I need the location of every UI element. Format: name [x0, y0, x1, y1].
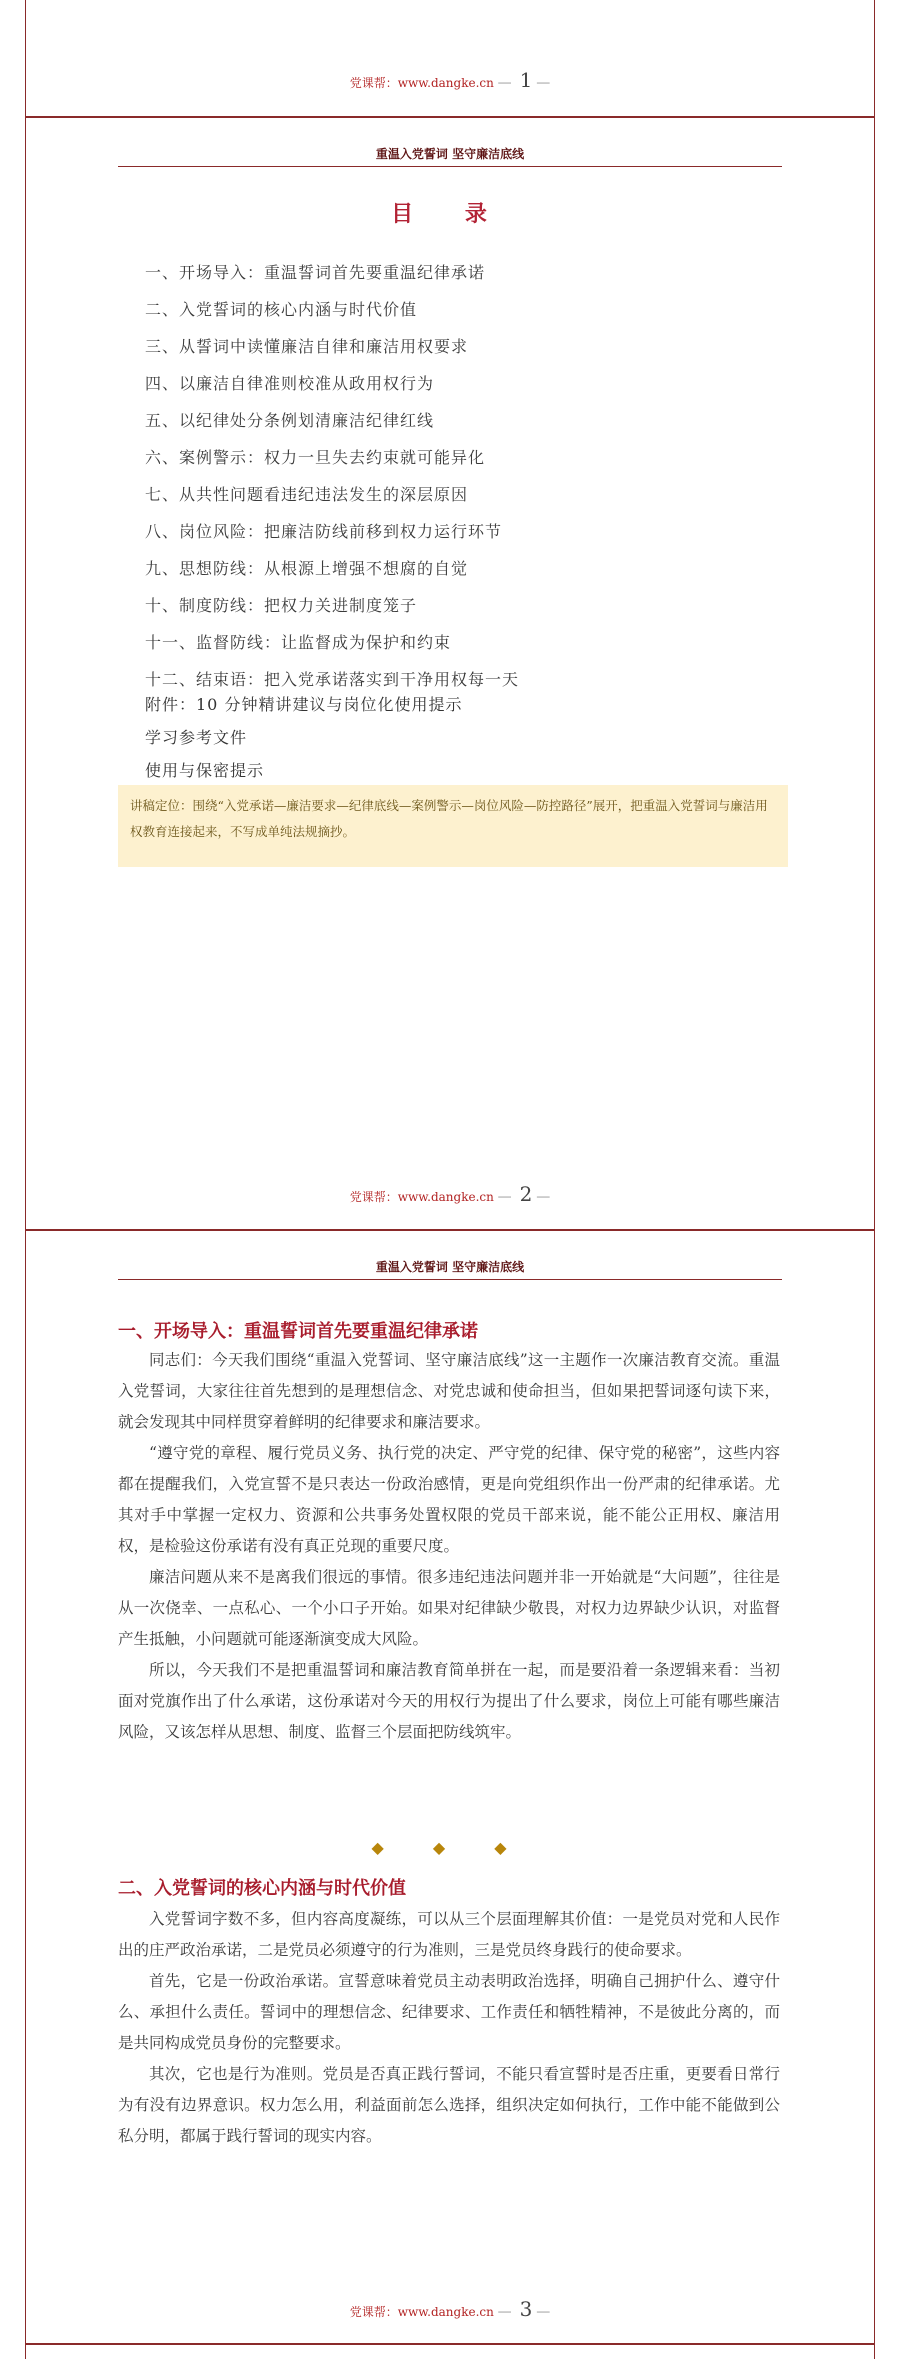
paragraph: 所以，今天我们不是把重温誓词和廉洁教育简单拼在一起，而是要沿着一条逻辑来看：当初面对党旗作出了什么承诺，这份承诺对今天的用权行为提出了什么要求，岗位上可能有哪些廉洁风险，又该怎样从思想、制度、监督三个层面把防线筑牢。 — [118, 1661, 780, 1741]
paragraph: 其次，它也是行为准则。党员是否真正践行誓词，不能只看宣誓时是否庄重，更要看日常行为有没有边界意识。权力怎么用，利益面前怎么选择，组织决定如何执行，工作中能不能做到公私分明，都属于践行誓词的现实内容。 — [118, 2065, 780, 2145]
toc-item[interactable]: 十二、结束语：把入党承诺落实到干净用权每一天 — [145, 670, 520, 689]
footer-site: 党课帮：www.dangke.cn — [349, 1190, 494, 1204]
page-footer-3: 党课帮：www.dangke.cn — 3 — — [349, 2297, 551, 2321]
running-head: 重温入党誓词 坚守廉洁底线 — [118, 145, 782, 167]
toc-item[interactable]: 三、从誓词中读懂廉洁自律和廉洁用权要求 — [145, 337, 469, 356]
toc-item[interactable]: 六、案例警示：权力一旦失去约束就可能异化 — [145, 448, 486, 467]
section-body-1 — [118, 1345, 780, 1748]
toc-item[interactable]: 十、制度防线：把权力关进制度笼子 — [145, 596, 418, 615]
page-divider — [25, 2343, 875, 2345]
page-border-right — [874, 0, 875, 2359]
section-heading-2: 二、入党誓词的核心内涵与时代价值 — [118, 1878, 406, 1899]
positioning-note: 讲稿定位：围绕“入党承诺—廉洁要求—纪律底线—案例警示—岗位风险—防控路径”展开，把重温入党誓词与廉洁用权教育连接起来，不写成单纯法规摘抄。 — [118, 785, 788, 867]
page-number: 2 — [519, 1182, 533, 1206]
toc-item[interactable]: 八、岗位风险：把廉洁防线前移到权力运行环节 — [145, 522, 503, 541]
footer-site: 党课帮：www.dangke.cn — [349, 76, 494, 90]
toc-item[interactable]: 七、从共性问题看违纪违法发生的深层原因 — [145, 485, 469, 504]
page-number: 3 — [519, 2297, 533, 2321]
running-head: 重温入党誓词 坚守廉洁底线 — [118, 1258, 782, 1280]
footer-site: 党课帮：www.dangke.cn — [349, 2305, 494, 2319]
toc-appendix-item[interactable]: 学习参考文件 — [145, 728, 248, 747]
toc-item[interactable]: 九、思想防线：从根源上增强不想腐的自觉 — [145, 559, 469, 578]
paragraph: 同志们：今天我们围绕“重温入党誓词、坚守廉洁底线”这一主题作一次廉洁教育交流。重温入党誓词，大家往往首先想到的是理想信念、对党忠诚和使命担当，但如果把誓词逐句读下来，就会发现其中同样贯穿着鲜明的纪律要求和廉洁要求。 — [118, 1351, 780, 1431]
page-divider — [25, 116, 875, 118]
page-footer-2: 党课帮：www.dangke.cn — 2 — — [349, 1182, 551, 1206]
paragraph: 入党誓词字数不多，但内容高度凝练，可以从三个层面理解其价值：一是党员对党和人民作出的庄严政治承诺，二是党员必须遵守的行为准则，三是党员终身践行的使命要求。 — [118, 1910, 780, 1959]
toc-appendix-list — [145, 688, 462, 787]
toc-appendix-item[interactable]: 使用与保密提示 — [145, 761, 265, 780]
section-divider-diamonds: ◆ ◆ ◆ — [371, 1838, 529, 1857]
toc-title: 目 录 — [391, 201, 509, 227]
page-footer-1: 党课帮：www.dangke.cn — 1 — — [349, 68, 551, 92]
toc-item[interactable]: 五、以纪律处分条例划清廉洁纪律红线 — [145, 411, 435, 430]
toc-item[interactable]: 二、入党誓词的核心内涵与时代价值 — [145, 300, 418, 319]
toc-item[interactable]: 一、开场导入：重温誓词首先要重温纪律承诺 — [145, 263, 486, 282]
toc-item[interactable]: 四、以廉洁自律准则校准从政用权行为 — [145, 374, 435, 393]
section-heading-1: 一、开场导入：重温誓词首先要重温纪律承诺 — [118, 1321, 478, 1342]
paragraph: 首先，它是一份政治承诺。宣誓意味着党员主动表明政治选择，明确自己拥护什么、遵守什么、承担什么责任。誓词中的理想信念、纪律要求、工作责任和牺牲精神，不是彼此分离的，而是共同构成党员身份的完整要求。 — [118, 1972, 780, 2052]
section-body-2 — [118, 1904, 780, 2152]
page-border-left — [25, 0, 26, 2359]
toc-item[interactable]: 十一、监督防线：让监督成为保护和约束 — [145, 633, 452, 652]
page-divider — [25, 1229, 875, 1231]
page-number: 1 — [519, 68, 533, 92]
toc-appendix-item[interactable]: 附件：10 分钟精讲建议与岗位化使用提示 — [145, 695, 463, 714]
paragraph: “遵守党的章程、履行党员义务、执行党的决定、严守党的纪律、保守党的秘密”，这些内容都在提醒我们，入党宣誓不是只表达一份政治感情，更是向党组织作出一份严肃的纪律承诺。尤其对手中掌握一定权力、资源和公共事务处置权限的党员干部来说，能不能公正用权、廉洁用权，是检验这份承诺有没有真正兑现的重要尺度。 — [118, 1444, 780, 1555]
paragraph: 廉洁问题从来不是离我们很远的事情。很多违纪违法问题并非一开始就是“大问题”，往往是从一次侥幸、一点私心、一个小口子开始。如果对纪律缺少敬畏，对权力边界缺少认识，对监督产生抵触，小问题就可能逐渐演变成大风险。 — [118, 1568, 780, 1648]
toc-list — [145, 254, 519, 698]
